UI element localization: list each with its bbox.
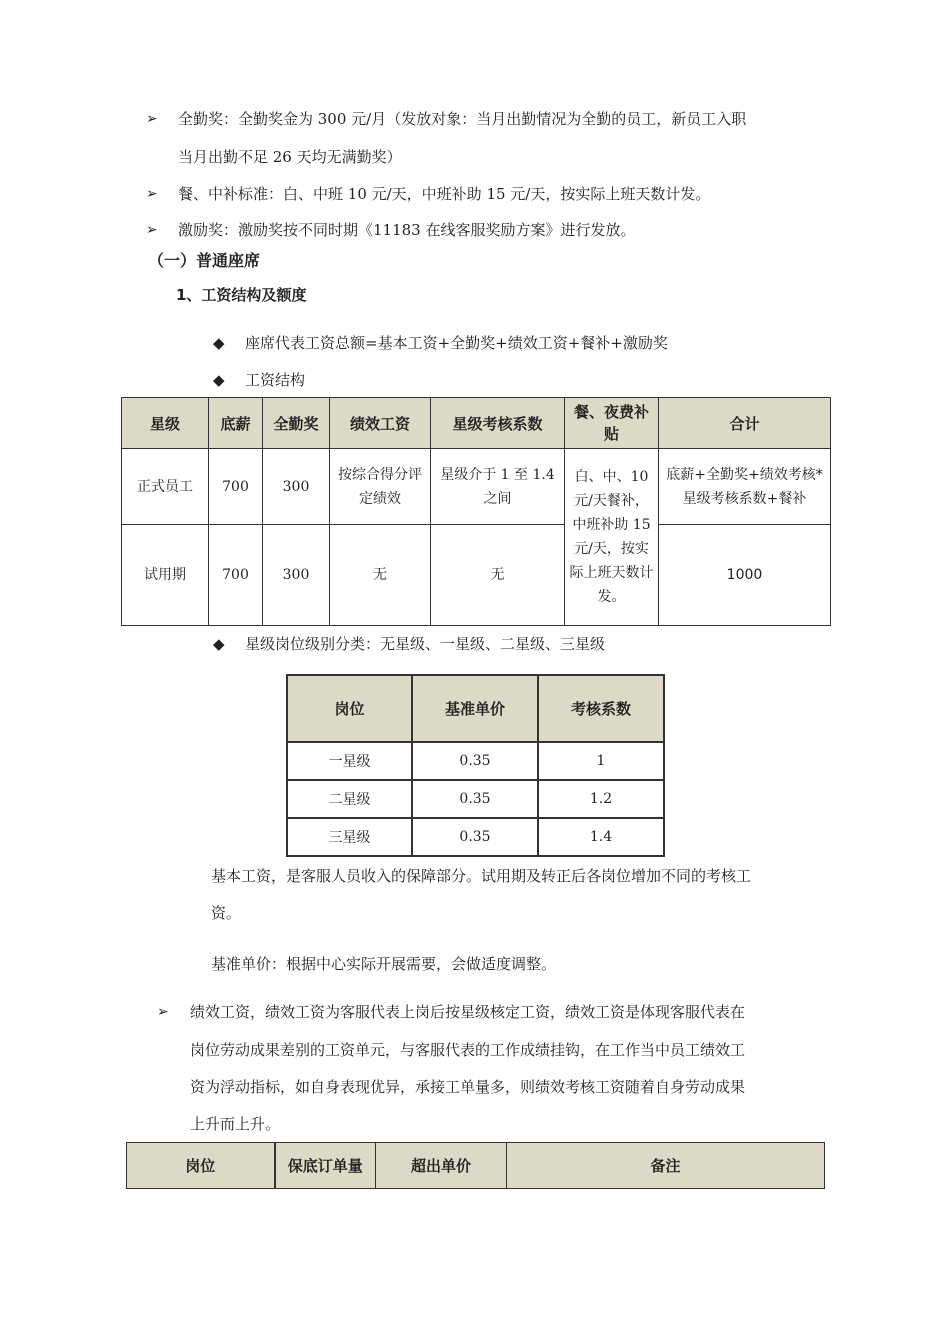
table-row (287, 780, 664, 818)
arrow-bullet-icon: ➢ (146, 222, 158, 238)
header-cell: 合计 (659, 398, 831, 449)
perf-para-line1: 绩效工资，绩效工资为客服代表上岗后按星级核定工资，绩效工资是体现客服代表在 (190, 1003, 746, 1021)
header-cell: 保底订单量 (275, 1143, 376, 1189)
table-cell: 1.4 (538, 818, 664, 856)
table-cell-meal-subsidy: 白、中、10 元/天餐补，中班补助 15 元/天，按实际上班天数计发。 (565, 449, 659, 626)
table-cell: 正式员工 (122, 449, 209, 525)
perf-para-line3: 资为浮动指标，如自身表现优异，承接工单量多，则绩效考核工资随着自身劳动成果 (190, 1078, 746, 1096)
perf-para-line2: 岗位劳动成果差别的工资单元，与客服代表的工作成绩挂钩，在工作当中员工绩效工 (190, 1041, 746, 1059)
salary-structure-label: 工资结构 (245, 371, 306, 389)
table-cell: 无 (330, 525, 431, 626)
table-row (122, 525, 831, 626)
table-cell: 300 (263, 449, 330, 525)
star-level-table (286, 674, 665, 857)
subsection-heading: 1、工资结构及额度 (176, 286, 307, 304)
bullet-full-attendance-line2: 当月出勤不足 26 天均无满勤奖） (178, 148, 402, 166)
table-row (287, 742, 664, 780)
table-cell: 底薪+全勤奖+绩效考核*星级考核系数+餐补 (659, 449, 831, 525)
table-cell: 一星级 (287, 742, 412, 780)
header-cell: 餐、夜费补贴 (565, 398, 659, 449)
table-header-row (122, 398, 831, 449)
table-cell: 三星级 (287, 818, 412, 856)
header-cell: 考核系数 (538, 675, 664, 742)
table-cell: 二星级 (287, 780, 412, 818)
basic-salary-para-line1: 基本工资，是客服人员收入的保障部分。试用期及转正后各岗位增加不同的考核工 (211, 867, 752, 885)
arrow-bullet-icon: ➢ (157, 1004, 169, 1020)
bullet-meal-subsidy: 餐、中补标准：白、中班 10 元/天，中班补助 15 元/天，按实际上班天数计发。 (178, 185, 711, 203)
header-cell: 超出单价 (376, 1143, 507, 1189)
salary-formula: 座席代表工资总额=基本工资+全勤奖+绩效工资+餐补+激励奖 (245, 334, 668, 352)
table-header-row (287, 675, 664, 742)
star-level-classification: 星级岗位级别分类：无星级、一星级、二星级、三星级 (245, 635, 606, 653)
diamond-bullet-icon: ◆ (213, 334, 225, 352)
arrow-bullet-icon: ➢ (146, 111, 158, 127)
table-cell: 0.35 (412, 780, 538, 818)
bullet-full-attendance-line1: 全勤奖：全勤奖金为 300 元/月（发放对象：当月出勤情况为全勤的员工，新员工入职 (178, 110, 747, 128)
table-cell: 无 (431, 525, 565, 626)
table-cell: 700 (209, 449, 263, 525)
table-header-row (127, 1143, 825, 1189)
basic-salary-para-line2: 资。 (211, 904, 242, 922)
header-cell: 岗位 (127, 1143, 275, 1189)
table-cell: 1.2 (538, 780, 664, 818)
perf-para-line4: 上升而上升。 (190, 1115, 281, 1133)
header-cell: 星级考核系数 (431, 398, 565, 449)
table-cell: 试用期 (122, 525, 209, 626)
header-cell: 岗位 (287, 675, 412, 742)
header-cell: 基准单价 (412, 675, 538, 742)
table-cell: 星级介于 1 至 1.4 之间 (431, 449, 565, 525)
table-cell: 1 (538, 742, 664, 780)
header-cell: 全勤奖 (263, 398, 330, 449)
table-row (122, 449, 831, 525)
table-cell: 0.35 (412, 818, 538, 856)
bullet-incentive: 激励奖：激励奖按不同时期《11183 在线客服奖励方案》进行发放。 (178, 221, 636, 239)
table-cell: 300 (263, 525, 330, 626)
table-cell: 700 (209, 525, 263, 626)
arrow-bullet-icon: ➢ (146, 186, 158, 202)
base-price-para: 基准单价：根据中心实际开展需要，会做适度调整。 (211, 955, 557, 973)
section-heading: （一）普通座席 (148, 251, 261, 270)
salary-structure-table (121, 397, 831, 626)
header-cell: 备注 (507, 1143, 825, 1189)
header-cell: 绩效工资 (330, 398, 431, 449)
table-cell: 按综合得分评定绩效 (330, 449, 431, 525)
table-row (287, 818, 664, 856)
order-table (126, 1142, 825, 1189)
table-cell: 0.35 (412, 742, 538, 780)
table-cell: 1000 (659, 525, 831, 626)
header-cell: 底薪 (209, 398, 263, 449)
diamond-bullet-icon: ◆ (213, 371, 225, 389)
diamond-bullet-icon: ◆ (213, 635, 225, 653)
header-cell: 星级 (122, 398, 209, 449)
